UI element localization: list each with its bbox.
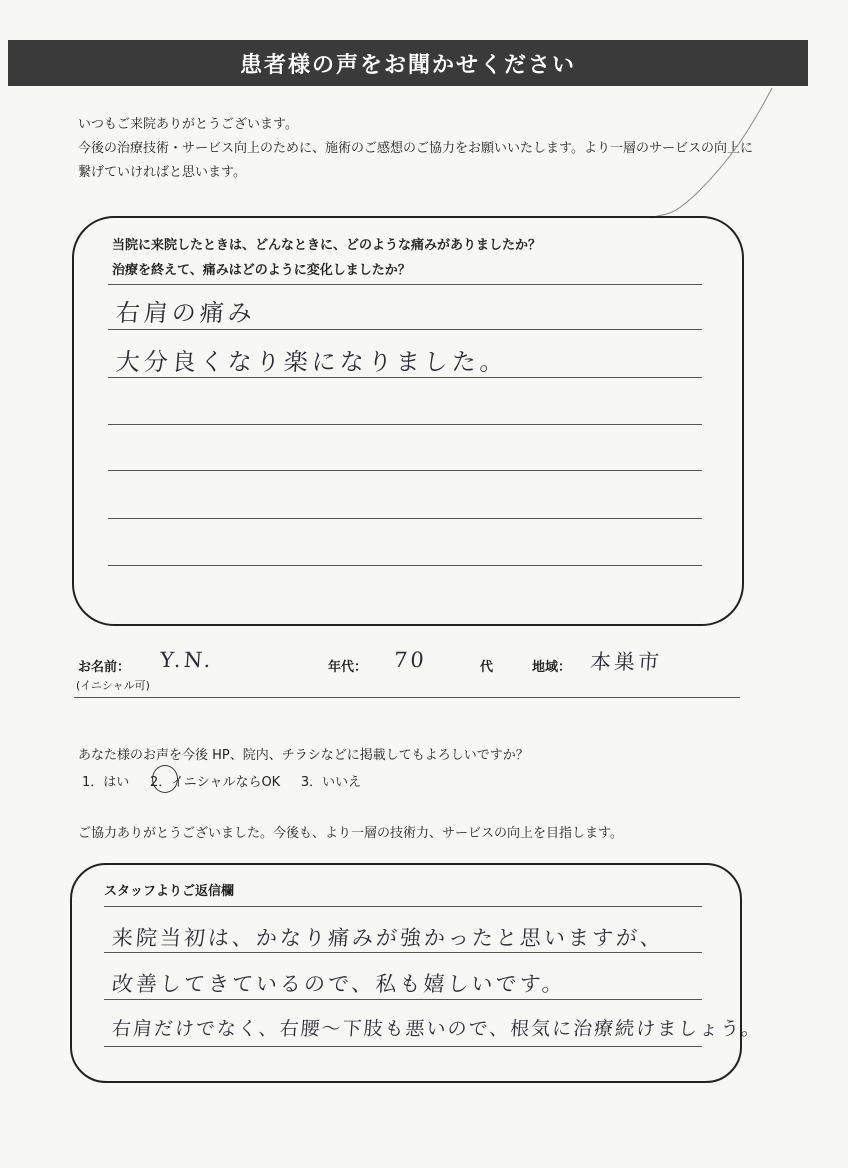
- consent-option-3[interactable]: 3．いいえ: [300, 775, 362, 790]
- thanks-text: ご協力ありがとうございました。今後も、より一層の技術力、サービスの向上を目指します。: [78, 826, 623, 841]
- answer-line-2: 大分良くなり楽になりました。: [114, 348, 509, 376]
- name-label: お名前：: [78, 660, 131, 675]
- profile-divider: [74, 697, 740, 698]
- consent-option-2[interactable]: 2．イニシャルならOK: [149, 775, 281, 790]
- reply-rule: [104, 1046, 702, 1047]
- question-line-2: 治療を終えて、痛みはどのように変化しましたか？: [112, 263, 411, 278]
- age-value: 70: [393, 648, 428, 672]
- name-value: Y.N.: [159, 648, 215, 672]
- intro-line-2: 今後の治療技術・サービス向上のために、施術のご感想のご協力をお願いいたします。より一層のサービスの向上に: [78, 141, 753, 156]
- consent-option-1[interactable]: 1．はい: [82, 775, 130, 790]
- intro-text: [78, 113, 778, 185]
- region-value: 本巣市: [589, 650, 663, 674]
- answer-rule: [108, 377, 702, 378]
- reply-rule: [104, 906, 702, 907]
- question-line-1: 当院に来院したときは、どんなときに、どのような痛みがありましたか？: [112, 238, 542, 253]
- consent-question: あなた様のお声を今後 HP、院内、チラシなどに掲載してもよろしいですか？: [78, 748, 529, 763]
- reply-rule: [104, 999, 702, 1000]
- staff-heading: スタッフよりご返信欄: [104, 884, 235, 899]
- reply-rule: [104, 952, 702, 953]
- answer-rule: [108, 329, 702, 330]
- name-sublabel: (イニシャル可): [76, 679, 150, 692]
- intro-line-3: 繋げていければと思います。: [78, 165, 246, 180]
- answer-rule: [108, 470, 702, 471]
- region-label: 地域：: [532, 660, 572, 675]
- staff-reply-line-3: 右肩だけでなく、右腰～下肢も悪いので、根気に治療続けましょう。: [111, 1018, 763, 1040]
- intro-line-1: いつもご来院ありがとうございます。: [78, 117, 298, 132]
- staff-reply-line-2: 改善してきているので、私も嬉しいです。: [111, 972, 567, 996]
- page-title: 患者様の声をお聞かせください: [8, 40, 808, 86]
- consent-options: [82, 771, 361, 790]
- answer-line-1: 右肩の痛み: [114, 299, 257, 327]
- age-suffix: 代: [480, 660, 494, 675]
- answer-rule: [108, 565, 702, 566]
- age-label: 年代：: [328, 660, 368, 675]
- selected-option-circle: [152, 765, 178, 793]
- staff-reply-line-1: 来院当初は、かなり痛みが強かったと思いますが、: [111, 926, 665, 950]
- answer-rule: [108, 424, 702, 425]
- answer-rule: [108, 518, 702, 519]
- answer-rule: [108, 284, 702, 285]
